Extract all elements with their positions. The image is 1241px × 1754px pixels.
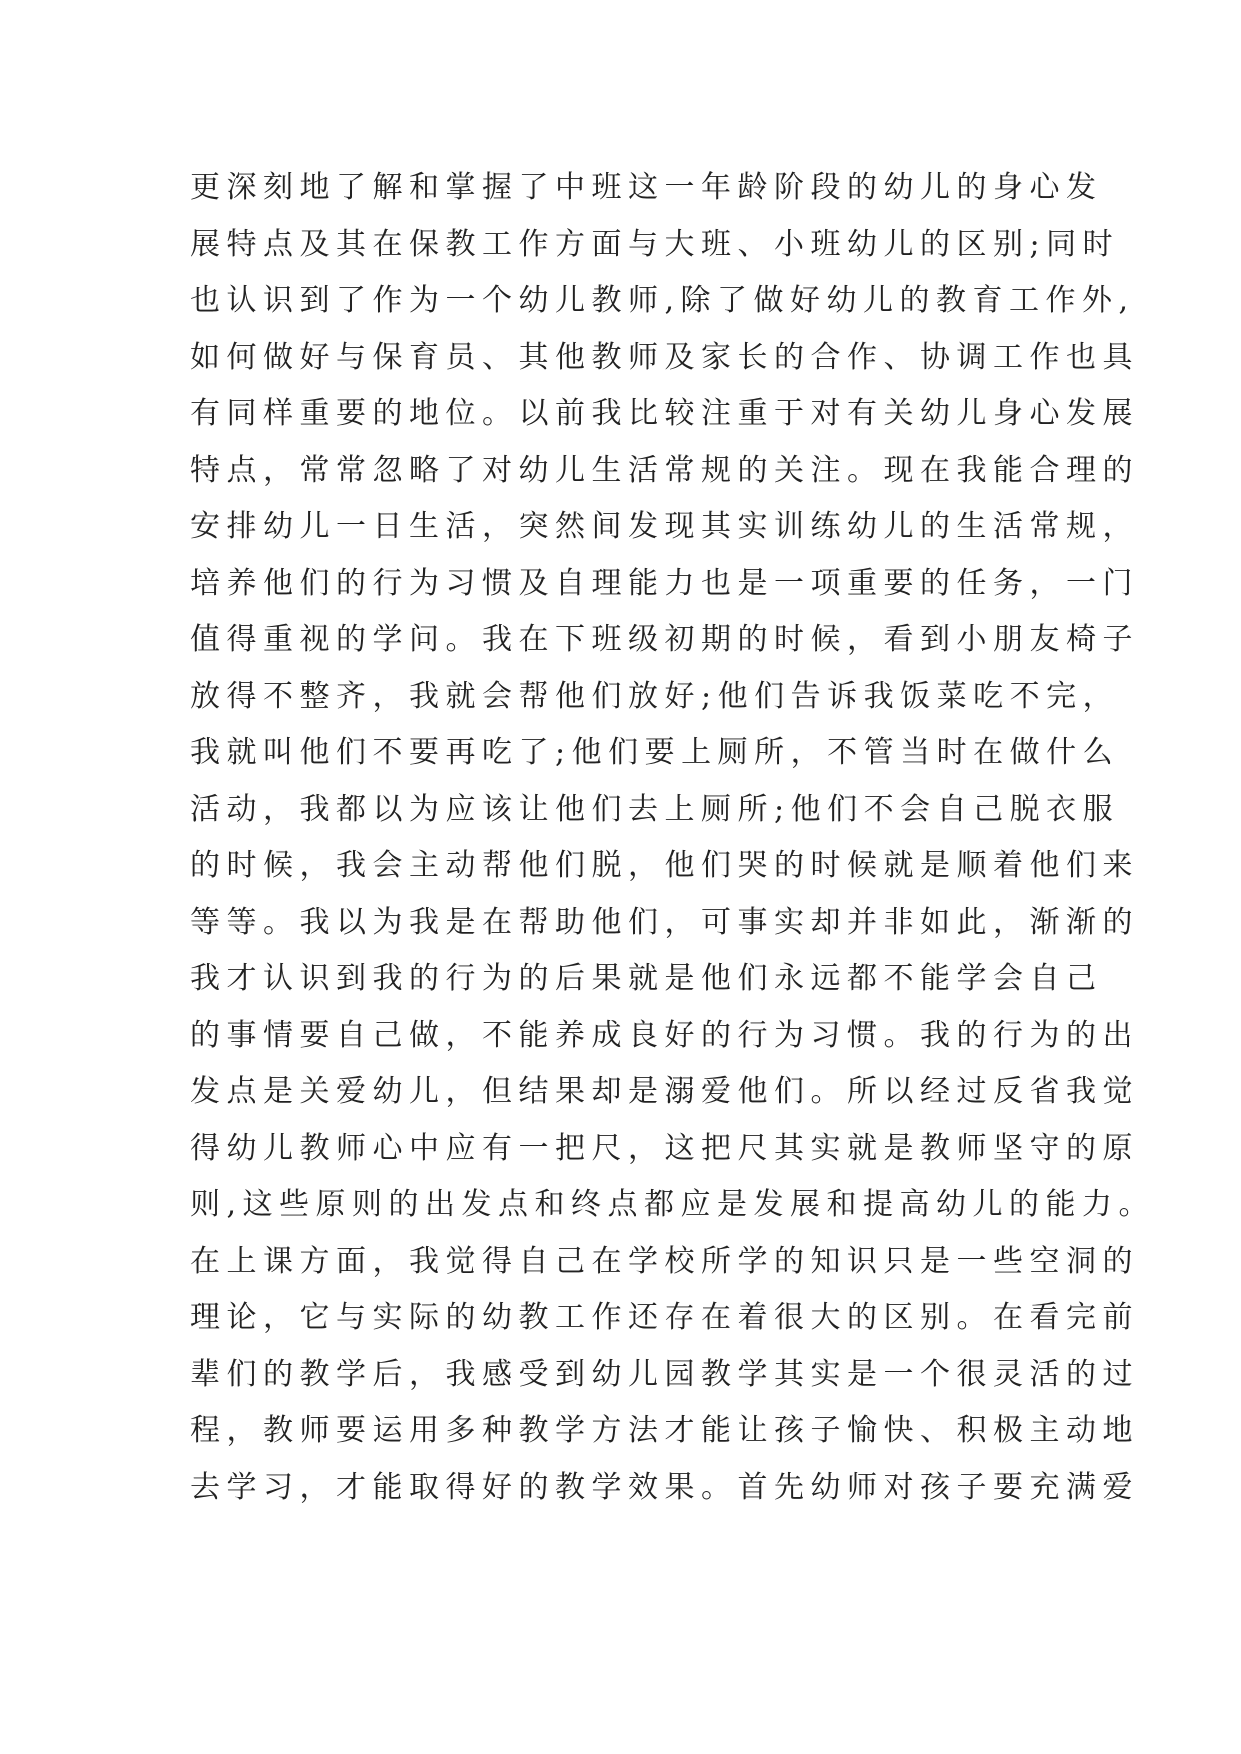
text-line-9: 值得重视的学问。我在下班级初期的时候，看到小朋友椅子 — [190, 622, 1139, 657]
text-line-4: 如何做好与保育员、其他教师及家长的合作、协调工作也具 — [190, 339, 1139, 375]
text-line-7: 安排幼儿一日生活，突然间发现其实训练幼儿的生活常规， — [190, 509, 1139, 544]
text-line-23: 程，教师要运用多种教学方法才能让孩子愉快、积极主动地 — [190, 1413, 1139, 1448]
text-line-16: 的事情要自己做，不能养成良好的行为习惯。我的行为的出 — [190, 1017, 1139, 1053]
text-line-18: 得幼儿教师心中应有一把尺，这把尺其实就是教师坚守的原 — [190, 1130, 1139, 1166]
body-text — [190, 160, 1156, 1516]
text-line-14: 等等。我以为我是在帮助他们，可事实却并非如此，渐渐的 — [190, 904, 1139, 940]
text-line-17: 发点是关爱幼儿，但结果却是溺爱他们。所以经过反省我觉 — [190, 1074, 1139, 1109]
text-line-15: 我才认识到我的行为的后果就是他们永远都不能学会自己 — [190, 961, 1103, 996]
text-line-3: 也认识到了作为一个幼儿教师,除了做好幼儿的教育工作外, — [190, 283, 1135, 318]
text-line-13: 的时候，我会主动帮他们脱，他们哭的时候就是顺着他们来 — [190, 848, 1139, 883]
text-line-5: 有同样重要的地位。以前我比较注重于对有关幼儿身心发展 — [190, 396, 1139, 431]
text-line-20: 在上课方面，我觉得自己在学校所学的知识只是一些空洞的 — [190, 1243, 1139, 1279]
text-line-2: 展特点及其在保教工作方面与大班、小班幼儿的区别;同时 — [190, 226, 1120, 262]
text-line-8: 培养他们的行为习惯及自理能力也是一项重要的任务，一门 — [190, 565, 1139, 601]
text-line-22: 辈们的教学后，我感受到幼儿园教学其实是一个很灵活的过 — [190, 1356, 1139, 1392]
text-line-10: 放得不整齐，我就会帮他们放好;他们告诉我饭菜吃不完， — [190, 678, 1120, 714]
text-line-19: 则,这些原则的出发点和终点都应是发展和提高幼儿的能力。 — [190, 1187, 1156, 1222]
text-line-11: 我就叫他们不要再吃了;他们要上厕所，不管当时在做什么 — [190, 735, 1120, 770]
text-line-24: 去学习，才能取得好的教学效果。首先幼师对孩子要充满爱 — [190, 1469, 1139, 1505]
text-line-1: 更深刻地了解和掌握了中班这一年龄阶段的幼儿的身心发 — [190, 170, 1103, 205]
text-line-21: 理论，它与实际的幼教工作还存在着很大的区别。在看完前 — [190, 1300, 1139, 1335]
text-line-12: 活动，我都以为应该让他们去上厕所;他们不会自己脱衣服 — [190, 791, 1120, 827]
text-line-6: 特点，常常忽略了对幼儿生活常规的关注。现在我能合理的 — [190, 452, 1139, 488]
